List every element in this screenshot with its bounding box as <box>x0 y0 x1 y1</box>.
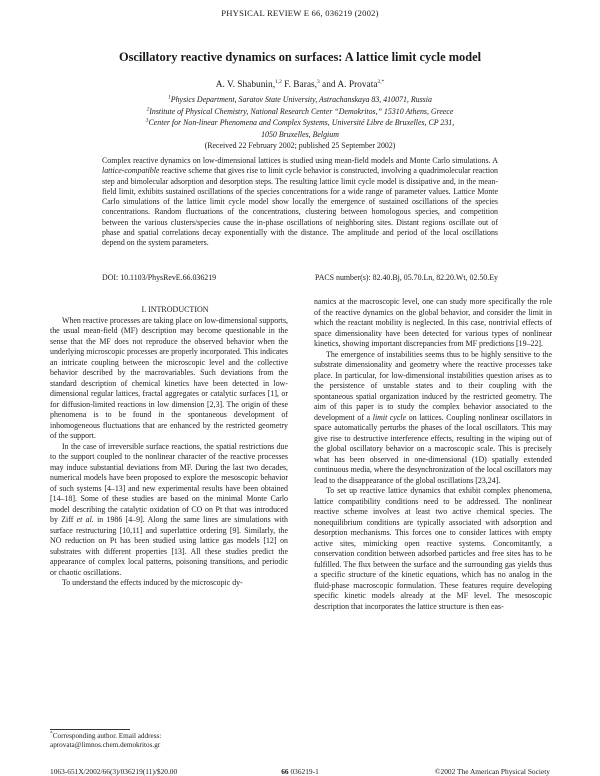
footer-page-number: 66 036219-1 <box>281 767 319 776</box>
author-name: and A. Provata <box>319 80 378 90</box>
paragraph: When reactive processes are taking place on low-dimensional supports, the usual mean-field (MF) description may become questionable in the sense that the MF does not reproduce the observed behavior when the underlying microscopic processes are properly incorporated. This indicates an intricate coupling between the microscopic level and the collective behavior described by the macrovariables. Such deviations from the standard description of chemical kinetics have been detected in low-dimensional regular lattices, fractal aggregates or catalytic surfaces [1], or for diffusion-limited reactions in low dimension [2,3]. The origin of these phenomena is to be found in the spontaneous development of inhomogeneous fluctuations that are enhanced by the restricted geometry of the support. <box>50 315 288 440</box>
author-name: A. V. Shabunin, <box>215 80 276 90</box>
affiliation-3: $^3$Center for Non-linear Phenomena and Complex Systems, Université Libre de Bruxelles, CP 231, <box>145 117 455 127</box>
left-column <box>50 305 288 589</box>
footer-issn: 1063-651X/2002/66(3)/036219(11)/$20.00 <box>50 767 178 776</box>
author-affil-mark: 3 <box>316 78 320 85</box>
pacs-numbers: PACS number(s): 82.40.Bj, 05.70.Ln, 82.20.Wt, 02.50.Ey <box>315 273 498 282</box>
footer-copyright: ©2002 The American Physical Society <box>434 767 550 776</box>
paragraph: The emergence of instabilities seems thus to be highly sensitive to the substrate dimensionality and geometry where the reactive processes take place. In particular, for low-dimensional instabilities question arises as to the persistence of unstable states and to their coupling with the spontaneous spatial organization induced by the restricted geometry. The aim of this paper is to study the complex behavior associated to the development of a limit cycle on lattices. Coupling nonlinear oscillators in space automatically perturbs the phases of the local oscillators. This may give rise to destructive interference effects, resulting in the wiping out of the global oscillatory behavior on a macroscopic scale. This is precisely what has been observed in one-dimensional (1D) spatially extended continuous media, where the desynchronization of the local oscillators may lead to the disappearance of the global oscillations [23,24]. <box>314 349 552 485</box>
paragraph: To understand the effects induced by the microscopic dy- <box>62 578 243 587</box>
right-column <box>314 297 552 612</box>
author-list <box>0 80 600 90</box>
affiliation-2: $^2$Institute of Physical Chemistry, National Research Center “Demokritos,” 15310 Athens, Greece <box>146 105 454 116</box>
affiliation-1: $^1$Physics Department, Saratov State University, Astrachanskaya 83, 410071, Russia <box>168 94 432 104</box>
paragraph: In the case of irreversible surface reactions, the spatial restrictions due to the support coupled to the nonlinear character of the reactive processes may induce substantial deviations from MF. During the last two decades, numerical models have been proposed to explore the mesoscopic behavior of such systems [4–13] and new experimental results have been obtained [14–18]. Some of these studies are based on the minimal Monte Carlo model describing the catalytic oxidation of CO on Pt that was introduced by Ziff et al. in 1986 [4–9]. Along the same lines are simulations with surface restructuring [10,11] and superlattice ordering [9]. Similarly, the NO reduction on Pt has been studied using lattice gas models [12] on substrates with different properties [13]. All these studies predict the appearance of complex local patterns, poisoning transitions, and periodic or chaotic oscillations. <box>50 441 288 577</box>
running-head: PHYSICAL REVIEW E 66, 036219 (2002) <box>221 8 379 18</box>
paper-title: Oscillatory reactive dynamics on surfaces: A lattice limit cycle model <box>118 50 482 64</box>
affiliation-3-city: 1050 Bruxelles, Belgium <box>261 129 339 139</box>
author-name: F. Baras, <box>281 80 317 90</box>
received-published-dates: (Received 22 February 2002; published 25 September 2002) <box>204 141 396 150</box>
author-affil-mark: 1,2 <box>275 78 282 85</box>
footnote-divider <box>50 729 130 730</box>
abstract: Complex reactive dynamics on low-dimensional lattices is studied using mean-field models and Monte Carlo simulations. A lattice-compatible reactive scheme that gives rise to limit cycle behavior is constructed, involving a quadrimolecular reaction step and bimolecular adsorption and desorption steps. The resulting lattice limit cycle model is dissipative and, in the mean-field limit, exhibits sustained oscillations of the species concentrations for a wide range of parameter values. Lattice Monte Carlo simulations of the lattice limit cycle model show locally the emergence of sustained oscillations of the species concentrations. Random fluctuations of the concentrations, clustering between homologous species, and competition between the various clusters/species cause the in-phase oscillations of neighboring sites. Distant regions oscillate out of phase and spatial correlations decay exponentially with the distance. The amplitude and period of the local oscillations depend on the system parameters. <box>102 156 498 248</box>
doi-link[interactable]: DOI: 10.1103/PhysRevE.66.036219 <box>102 273 217 282</box>
section-heading: I. INTRODUCTION <box>141 305 209 314</box>
paragraph: To set up reactive lattice dynamics that exhibit complex phenomena, lattice compatibility conditions need to be addressed. The nonlinear reactive scheme involves at least two active chemical species. The nonequilibrium conditions are typically associated with adsorption and desorption mechanisms. This forces one to consider lattices with empty active sites, mimicking open reactive systems. Concomitantly, a conservation condition between adsorbed particles and free sites has to be fulfilled. The flux between the surface and the surrounding gas yields thus a specific structure of the kinetic equations, which has no analog in the fluid-phase macroscopic formulation. These features require developing specific kinetic models already at the MF level. The mesoscopic description that incorporates the lattice structure is then eas- <box>314 486 552 611</box>
author-affil-mark: 2,* <box>377 78 385 85</box>
paragraph: namics at the macroscopic level, one can study more specifically the role of the reactive dynamics on the global behavior, and consider the limit in which the reactant mobility is neglected. In this case, nontrivial effects of space dimensionality have been detected for various types of nonlinear kinetics, showing important discrepancies from MF predictions [19–22]. <box>314 297 552 348</box>
author-email[interactable]: aprovata@limnos.chem.demokritos.gr <box>50 741 161 750</box>
corresponding-author-footnote: *Corresponding author. Email address: aprovata@limnos.chem.demokritos.gr <box>50 732 290 750</box>
affiliations <box>60 94 540 152</box>
